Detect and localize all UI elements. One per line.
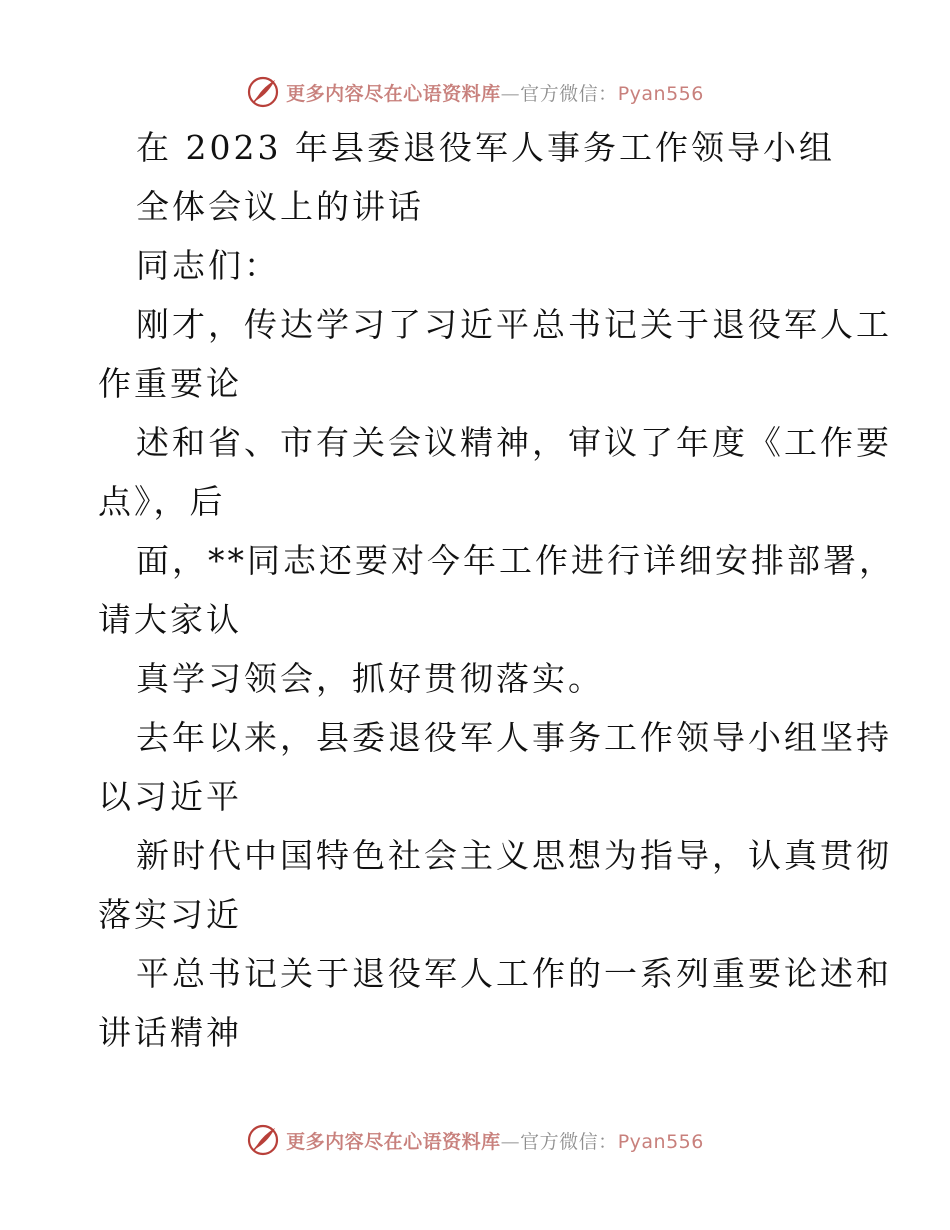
quill-logo-icon (246, 1123, 280, 1157)
paragraph-line: 述和省、市有关会议精神，审议了年度《工作要 (136, 423, 892, 462)
paragraph-line: 落实习近 (98, 895, 242, 934)
paragraph-line: 作重要论 (98, 364, 242, 403)
paragraph-line: 以习近平 (98, 777, 242, 816)
paragraph-line: 刚才，传达学习了习近平总书记关于退役军人工 (136, 305, 892, 344)
document-body (98, 118, 895, 1062)
paragraph-line: 面，**同志还要对今年工作进行详细安排部署， (136, 541, 895, 580)
paragraph-line: 讲话精神 (98, 1013, 242, 1052)
paragraph-line: 去年以来，县委退役军人事务工作领导小组坚持 (136, 718, 892, 757)
footer-banner (0, 1120, 950, 1160)
salutation: 同志们： (136, 246, 280, 285)
quill-logo-icon (246, 75, 280, 109)
document-title-line-1: 在 2023 年县委退役军人事务工作领导小组 (136, 128, 835, 167)
paragraph-line: 真学习领会，抓好贯彻落实。 (136, 659, 604, 698)
header-banner (0, 72, 950, 112)
paragraph-line: 点》，后 (98, 482, 226, 521)
document-title-line-2: 全体会议上的讲话 (136, 187, 424, 226)
paragraph-line: 平总书记关于退役军人工作的一系列重要论述和 (136, 954, 892, 993)
banner-text: 更多内容尽在心语资料库—官方微信：Pyan556 (286, 1130, 704, 1153)
paragraph-line: 请大家认 (98, 600, 242, 639)
banner-text: 更多内容尽在心语资料库—官方微信：Pyan556 (286, 82, 704, 105)
paragraph-line: 新时代中国特色社会主义思想为指导，认真贯彻 (136, 836, 892, 875)
